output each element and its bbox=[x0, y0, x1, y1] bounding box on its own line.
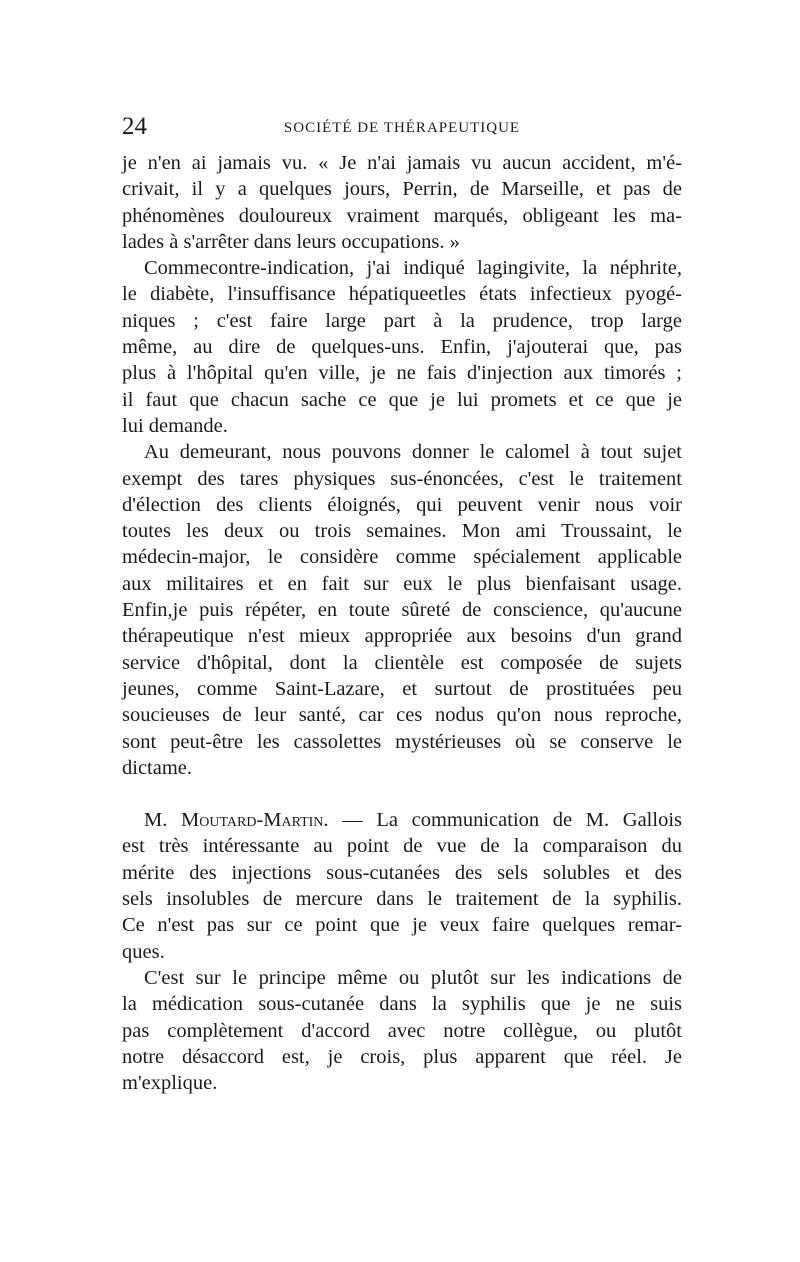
text-line: niques ; c'est faire large part à la prudence, trop large bbox=[122, 309, 682, 332]
text-line: sont peut-être les cassolettes mystérieuses où se conserve le bbox=[122, 730, 682, 753]
text-line: Au demeurant, nous pouvons donner le calomel à tout sujet bbox=[144, 441, 682, 464]
text-line: m'explique. bbox=[122, 1072, 218, 1095]
paragraph-gap bbox=[122, 781, 682, 807]
text-line: lades à s'arrêter dans leurs occupations. » bbox=[122, 230, 460, 253]
text-line: même, au dire de quelques-uns. Enfin, j'ajouterai que, pas bbox=[122, 336, 682, 359]
text-line: aux militaires et en fait sur eux le plus bienfaisant usage. bbox=[122, 572, 682, 595]
text-line: exempt des tares physiques sus-énoncées, c'est le traitement bbox=[122, 467, 682, 490]
text-line: lui demande. bbox=[122, 414, 228, 437]
paragraph-4 bbox=[122, 807, 682, 965]
text-line: la médication sous-cutanée dans la syphilis que je ne suis bbox=[122, 993, 682, 1016]
text-line: médecin-major, le considère comme spécialement applicable bbox=[122, 546, 682, 569]
speaker-line bbox=[122, 807, 682, 833]
page-header bbox=[122, 112, 682, 142]
text-line: dictame. bbox=[122, 756, 193, 779]
text-line: crivait, il y a quelques jours, Perrin, de Marseille, et pas de bbox=[122, 178, 682, 201]
text-line: le diabète, l'insuffisance hépatiqueetles états infectieux pyogé- bbox=[122, 283, 682, 306]
text-line: Enfin,je puis répéter, en toute sûreté de conscience, qu'aucune bbox=[122, 599, 682, 622]
paragraph-5 bbox=[122, 965, 682, 1096]
speaker-dash: — bbox=[328, 809, 377, 832]
text-line: d'élection des clients éloignés, qui peuvent venir nous voir bbox=[122, 493, 682, 516]
text-line: phénomènes douloureux vraiment marqués, obligeant les ma- bbox=[122, 204, 682, 227]
text-line: je n'en ai jamais vu. « Je n'ai jamais vu aucun accident, m'é- bbox=[122, 152, 682, 174]
paragraph-3 bbox=[122, 439, 682, 781]
text-line: ques. bbox=[122, 940, 165, 963]
text-line: service d'hôpital, dont la clientèle est composée de sujets bbox=[122, 651, 682, 674]
text-line: est très intéressante au point de vue de la comparaison du bbox=[122, 835, 682, 858]
text-line: mérite des injections sous-cutanées des sels solubles et des bbox=[122, 861, 682, 884]
text-line: notre désaccord est, je crois, plus apparent que réel. Je bbox=[122, 1045, 682, 1068]
text-line: jeunes, comme Saint-Lazare, et surtout de prostituées peu bbox=[122, 677, 682, 700]
paragraph-2 bbox=[122, 255, 682, 439]
speaker-name: M. Moutard-Martin. bbox=[144, 809, 329, 832]
page-number: 24 bbox=[122, 113, 147, 140]
paragraph-1 bbox=[122, 150, 682, 255]
text-line: toutes les deux ou trois semaines. Mon ami Troussaint, le bbox=[122, 520, 682, 543]
text-line: thérapeutique n'est mieux appropriée aux besoins d'un grand bbox=[122, 625, 682, 648]
running-title: SOCIÉTÉ DE THÉRAPEUTIQUE bbox=[283, 120, 521, 136]
body-text bbox=[122, 150, 682, 1096]
text-line: C'est sur le principe même ou plutôt sur les indications de bbox=[144, 966, 682, 989]
text-line: soucieuses de leur santé, car ces nodus qu'on nous reproche, bbox=[122, 704, 682, 727]
text-line: Ce n'est pas sur ce point que je veux faire quelques remar- bbox=[122, 914, 682, 937]
text-line: Commecontre-indication, j'ai indiqué lagingivite, la néphrite, bbox=[144, 257, 682, 280]
text-line: sels insolubles de mercure dans le traitement de la syphilis. bbox=[122, 888, 682, 911]
speaker-text: La communication de M. Gallois bbox=[376, 809, 682, 832]
text-line: plus à l'hôpital qu'en ville, je ne fais d'injection aux timorés ; bbox=[122, 362, 682, 385]
text-line: il faut que chacun sache ce que je lui promets et ce que je bbox=[122, 388, 682, 411]
text-line: pas complètement d'accord avec notre collègue, ou plutôt bbox=[122, 1019, 682, 1042]
